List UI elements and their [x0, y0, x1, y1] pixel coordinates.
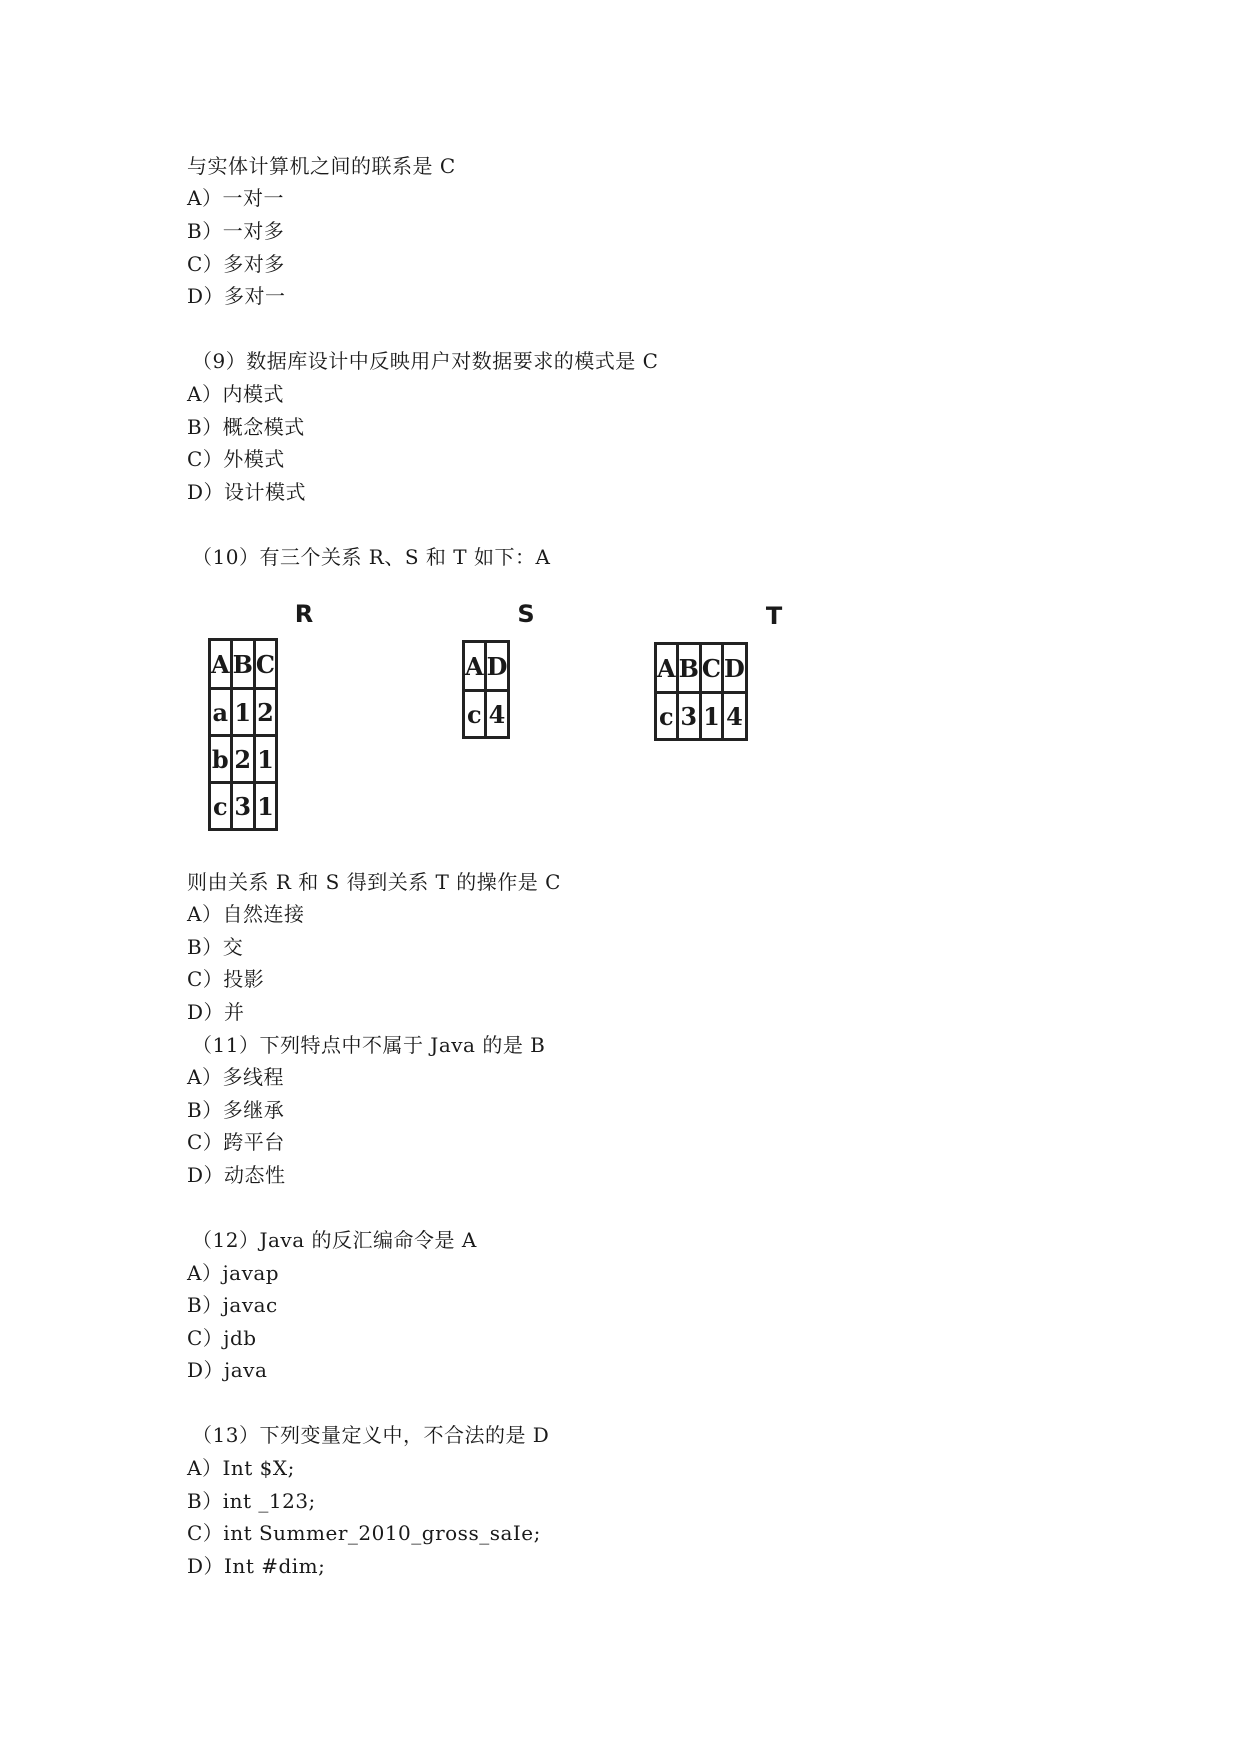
table-cell: 2: [254, 689, 276, 736]
question-12: （12）Java 的反汇编命令是 A: [192, 1228, 477, 1252]
relation-s-table: [462, 640, 510, 739]
table-cell: 4: [723, 693, 747, 740]
option-b: B）int _123;: [187, 1489, 316, 1513]
table-cell: 3: [677, 693, 700, 740]
option-c: C）int Summer_2010_gross_saIe;: [187, 1521, 541, 1545]
header-cell: B: [677, 644, 700, 693]
question-9: （9）数据库设计中反映用户对数据要求的模式是 C: [192, 349, 659, 373]
option-a: A）Int $X;: [187, 1456, 295, 1480]
option-a: A）自然连接: [187, 902, 305, 926]
table-header-row: [210, 640, 277, 689]
table-cell: c: [656, 693, 678, 740]
option-d: D）Int #dim;: [187, 1554, 326, 1578]
option-a: A）内模式: [187, 382, 284, 406]
question-8-stem-tail: 与实体计算机之间的联系是 C: [187, 154, 456, 178]
table-cell: 1: [700, 693, 722, 740]
header-cell: B: [231, 640, 254, 689]
option-c: C）外模式: [187, 447, 285, 471]
relation-t-table: [654, 642, 748, 741]
option-d: D）多对一: [187, 284, 286, 308]
table-cell: 1: [231, 689, 254, 736]
table-cell: b: [210, 736, 232, 783]
header-cell: A: [210, 640, 232, 689]
table-cell: 3: [231, 783, 254, 830]
option-d: D）设计模式: [187, 480, 307, 504]
option-c: C）跨平台: [187, 1130, 285, 1154]
header-cell: D: [485, 642, 509, 691]
option-b: B）交: [187, 935, 244, 959]
question-10: （10）有三个关系 R、S 和 T 如下：A: [192, 545, 551, 569]
option-a: A）javap: [187, 1261, 280, 1285]
table-header-row: [464, 642, 509, 691]
table-cell: 1: [254, 736, 276, 783]
option-b: B）javac: [187, 1293, 278, 1317]
option-b: B）多继承: [187, 1098, 285, 1122]
table-cell: a: [210, 689, 232, 736]
header-cell: C: [700, 644, 722, 693]
option-d: D）并: [187, 1000, 245, 1024]
question-10-followup: 则由关系 R 和 S 得到关系 T 的操作是 C: [187, 870, 561, 894]
relation-t-name: T: [765, 602, 783, 630]
question-11: （11）下列特点中不属于 Java 的是 B: [192, 1033, 546, 1057]
table-row: [464, 691, 509, 738]
option-a: A）多线程: [187, 1065, 284, 1089]
option-d: D）动态性: [187, 1163, 286, 1187]
relation-s-name: S: [517, 600, 535, 628]
option-c: C）投影: [187, 967, 265, 991]
option-a: A）一对一: [187, 186, 284, 210]
header-cell: A: [656, 644, 678, 693]
option-d: D）java: [187, 1358, 268, 1382]
table-row: [210, 736, 277, 783]
relation-r-table: [208, 638, 278, 831]
table-row: [656, 693, 747, 740]
table-cell: 1: [254, 783, 276, 830]
option-b: B）一对多: [187, 219, 285, 243]
option-c: C）多对多: [187, 252, 285, 276]
question-13: （13）下列变量定义中，不合法的是 D: [192, 1423, 550, 1447]
header-cell: D: [723, 644, 747, 693]
table-cell: 2: [231, 736, 254, 783]
option-b: B）概念模式: [187, 415, 305, 439]
table-cell: c: [464, 691, 486, 738]
header-cell: A: [464, 642, 486, 691]
table-cell: c: [210, 783, 232, 830]
header-cell: C: [254, 640, 276, 689]
option-c: C）jdb: [187, 1326, 257, 1350]
relation-r-name: R: [294, 600, 314, 628]
table-header-row: [656, 644, 747, 693]
table-cell: 4: [485, 691, 509, 738]
table-row: [210, 689, 277, 736]
table-row: [210, 783, 277, 830]
